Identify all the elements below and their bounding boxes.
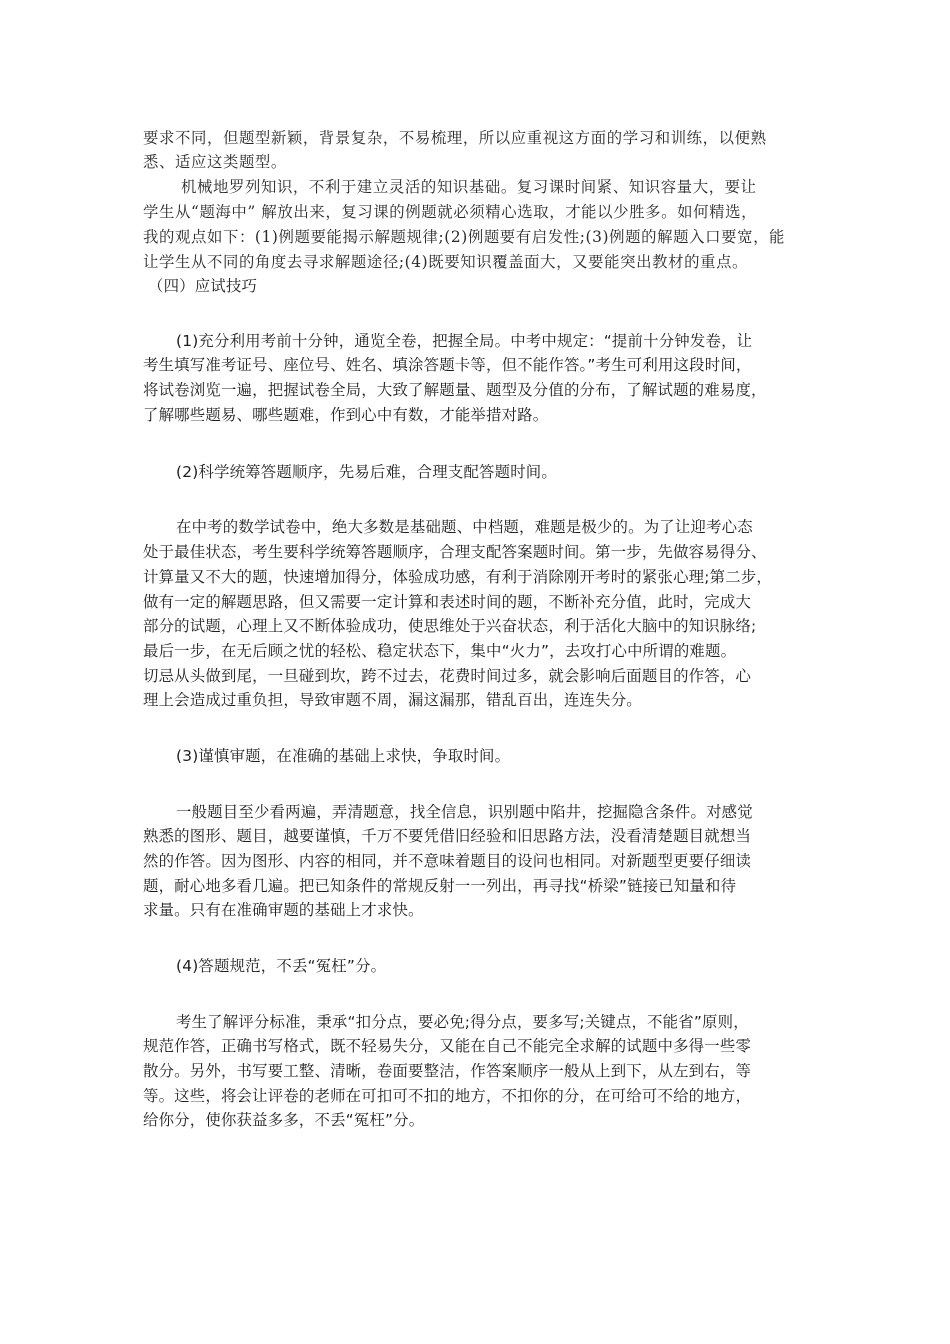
subheading-line: (3)谨慎审题，在准确的基础上求快，争取时间。	[176, 747, 511, 765]
paragraph-line: 将试卷浏览一遍，把握试卷全局，大致了解题量、题型及分值的分布，了解试题的难易度，	[143, 381, 767, 399]
paragraph-line: 最后一步，在无后顾之忧的轻松、稳定状态下，集中“火力”，去攻打心中所谓的难题。	[143, 642, 737, 660]
paragraph-line: 做有一定的解题思路，但又需要一定计算和表述时间的题，不断补充分值，此时，完成大	[143, 593, 752, 611]
paragraph-line: 熟悉的图形、题目，越要谨慎，千万不要凭借旧经验和旧思路方法，没看清楚题目就想当	[143, 827, 752, 845]
paragraph-line: 题，耐心地多看几遍。把已知条件的常规反射一一列出，再寻找“桥梁”链接已知量和待	[143, 877, 737, 895]
subheading-line: (4)答题规范，不丢“冤枉”分。	[176, 957, 387, 975]
paragraph-line: 在中考的数学试卷中，绝大多数是基础题、中档题，难题是极少的。为了让迎考心态	[176, 518, 753, 536]
paragraph-line: 考生了解评分标准，秉承“扣分点，要必免;得分点，要多写;关键点，不能省”原则，	[176, 1013, 749, 1031]
paragraph-line: 要求不同，但题型新颖，背景复杂，不易梳理，所以应重视这方面的学习和训练，以便熟	[143, 129, 767, 147]
paragraph-line: 计算量又不大的题，快速增加得分，体验成功感，有利于消除刚开考时的紧张心理;第二步，	[143, 568, 773, 586]
paragraph-line: 一般题目至少看两遍，弄清题意，找全信息，识别题中陷井，挖掘隐含条件。对感觉	[176, 803, 753, 821]
paragraph-line: 悉、适应这类题型。	[143, 153, 287, 171]
paragraph-line: 我的观点如下：(1)例题要能揭示解题规律;(2)例题要有启发性;(3)例题的解题入口要宽，能	[143, 228, 786, 246]
paragraph-line: 给你分，使你获益多多，不丢“冤枉”分。	[143, 1111, 425, 1129]
subheading-line: (2)科学统筹答题顺序，先易后难，合理支配答题时间。	[176, 463, 557, 481]
section-heading: （四）应试技巧	[148, 277, 258, 295]
paragraph-line: 机械地罗列知识，不利于建立灵活的知识基础。复习课时间紧、知识容量大，要让	[181, 178, 757, 196]
paragraph-line: 考生填写准考证号、座位号、姓名、填涂答题卡等，但不能作答。”考生可利用这段时间，	[143, 356, 752, 374]
paragraph-line: 了解哪些题易、哪些题难，作到心中有数，才能举措对路。	[143, 406, 549, 424]
paragraph-line: 理上会造成过重负担，导致审题不周，漏这漏那，错乱百出，连连失分。	[143, 691, 642, 709]
paragraph-line: 散分。另外，书写要工整、清晰，卷面要整洁，作答案顺序一般从上到下，从左到右，等	[143, 1062, 752, 1080]
paragraph-line: 求量。只有在准确审题的基础上才求快。	[143, 901, 424, 919]
paragraph-line: 然的作答。因为图形、内容的相同，并不意味着题目的设问也相同。对新题型更要仔细读	[143, 852, 752, 870]
paragraph-line: 部分的试题，心理上又不断体验成功，使思维处于兴奋状态，利于活化大脑中的知识脉络;	[143, 617, 757, 635]
paragraph-line: (1)充分利用考前十分钟，通览全卷，把握全局。中考中规定：“提前十分钟发卷，让	[176, 332, 753, 350]
paragraph-line: 让学生从不同的角度去寻求解题途径;(4)既要知识覆盖面大，又要能突出教材的重点。	[143, 253, 749, 271]
paragraph-line: 切忌从头做到尾，一旦碰到坎，跨不过去，花费时间过多，就会影响后面题目的作答，心	[143, 667, 752, 685]
paragraph-line: 处于最佳状态，考生要科学统筹答题顺序，合理支配答案题时间。第一步，先做容易得分、	[143, 543, 767, 561]
paragraph-line: 规范作答，正确书写格式，既不轻易失分，又能在自己不能完全求解的试题中多得一些零	[143, 1037, 752, 1055]
paragraph-line: 学生从“题海中” 解放出来，复习课的例题就必须精心选取，才能以少胜多。如何精选，	[143, 203, 758, 221]
paragraph-line: 等。这些，将会让评卷的老师在可扣可不扣的地方，不扣你的分，在可给可不给的地方，	[143, 1087, 752, 1105]
